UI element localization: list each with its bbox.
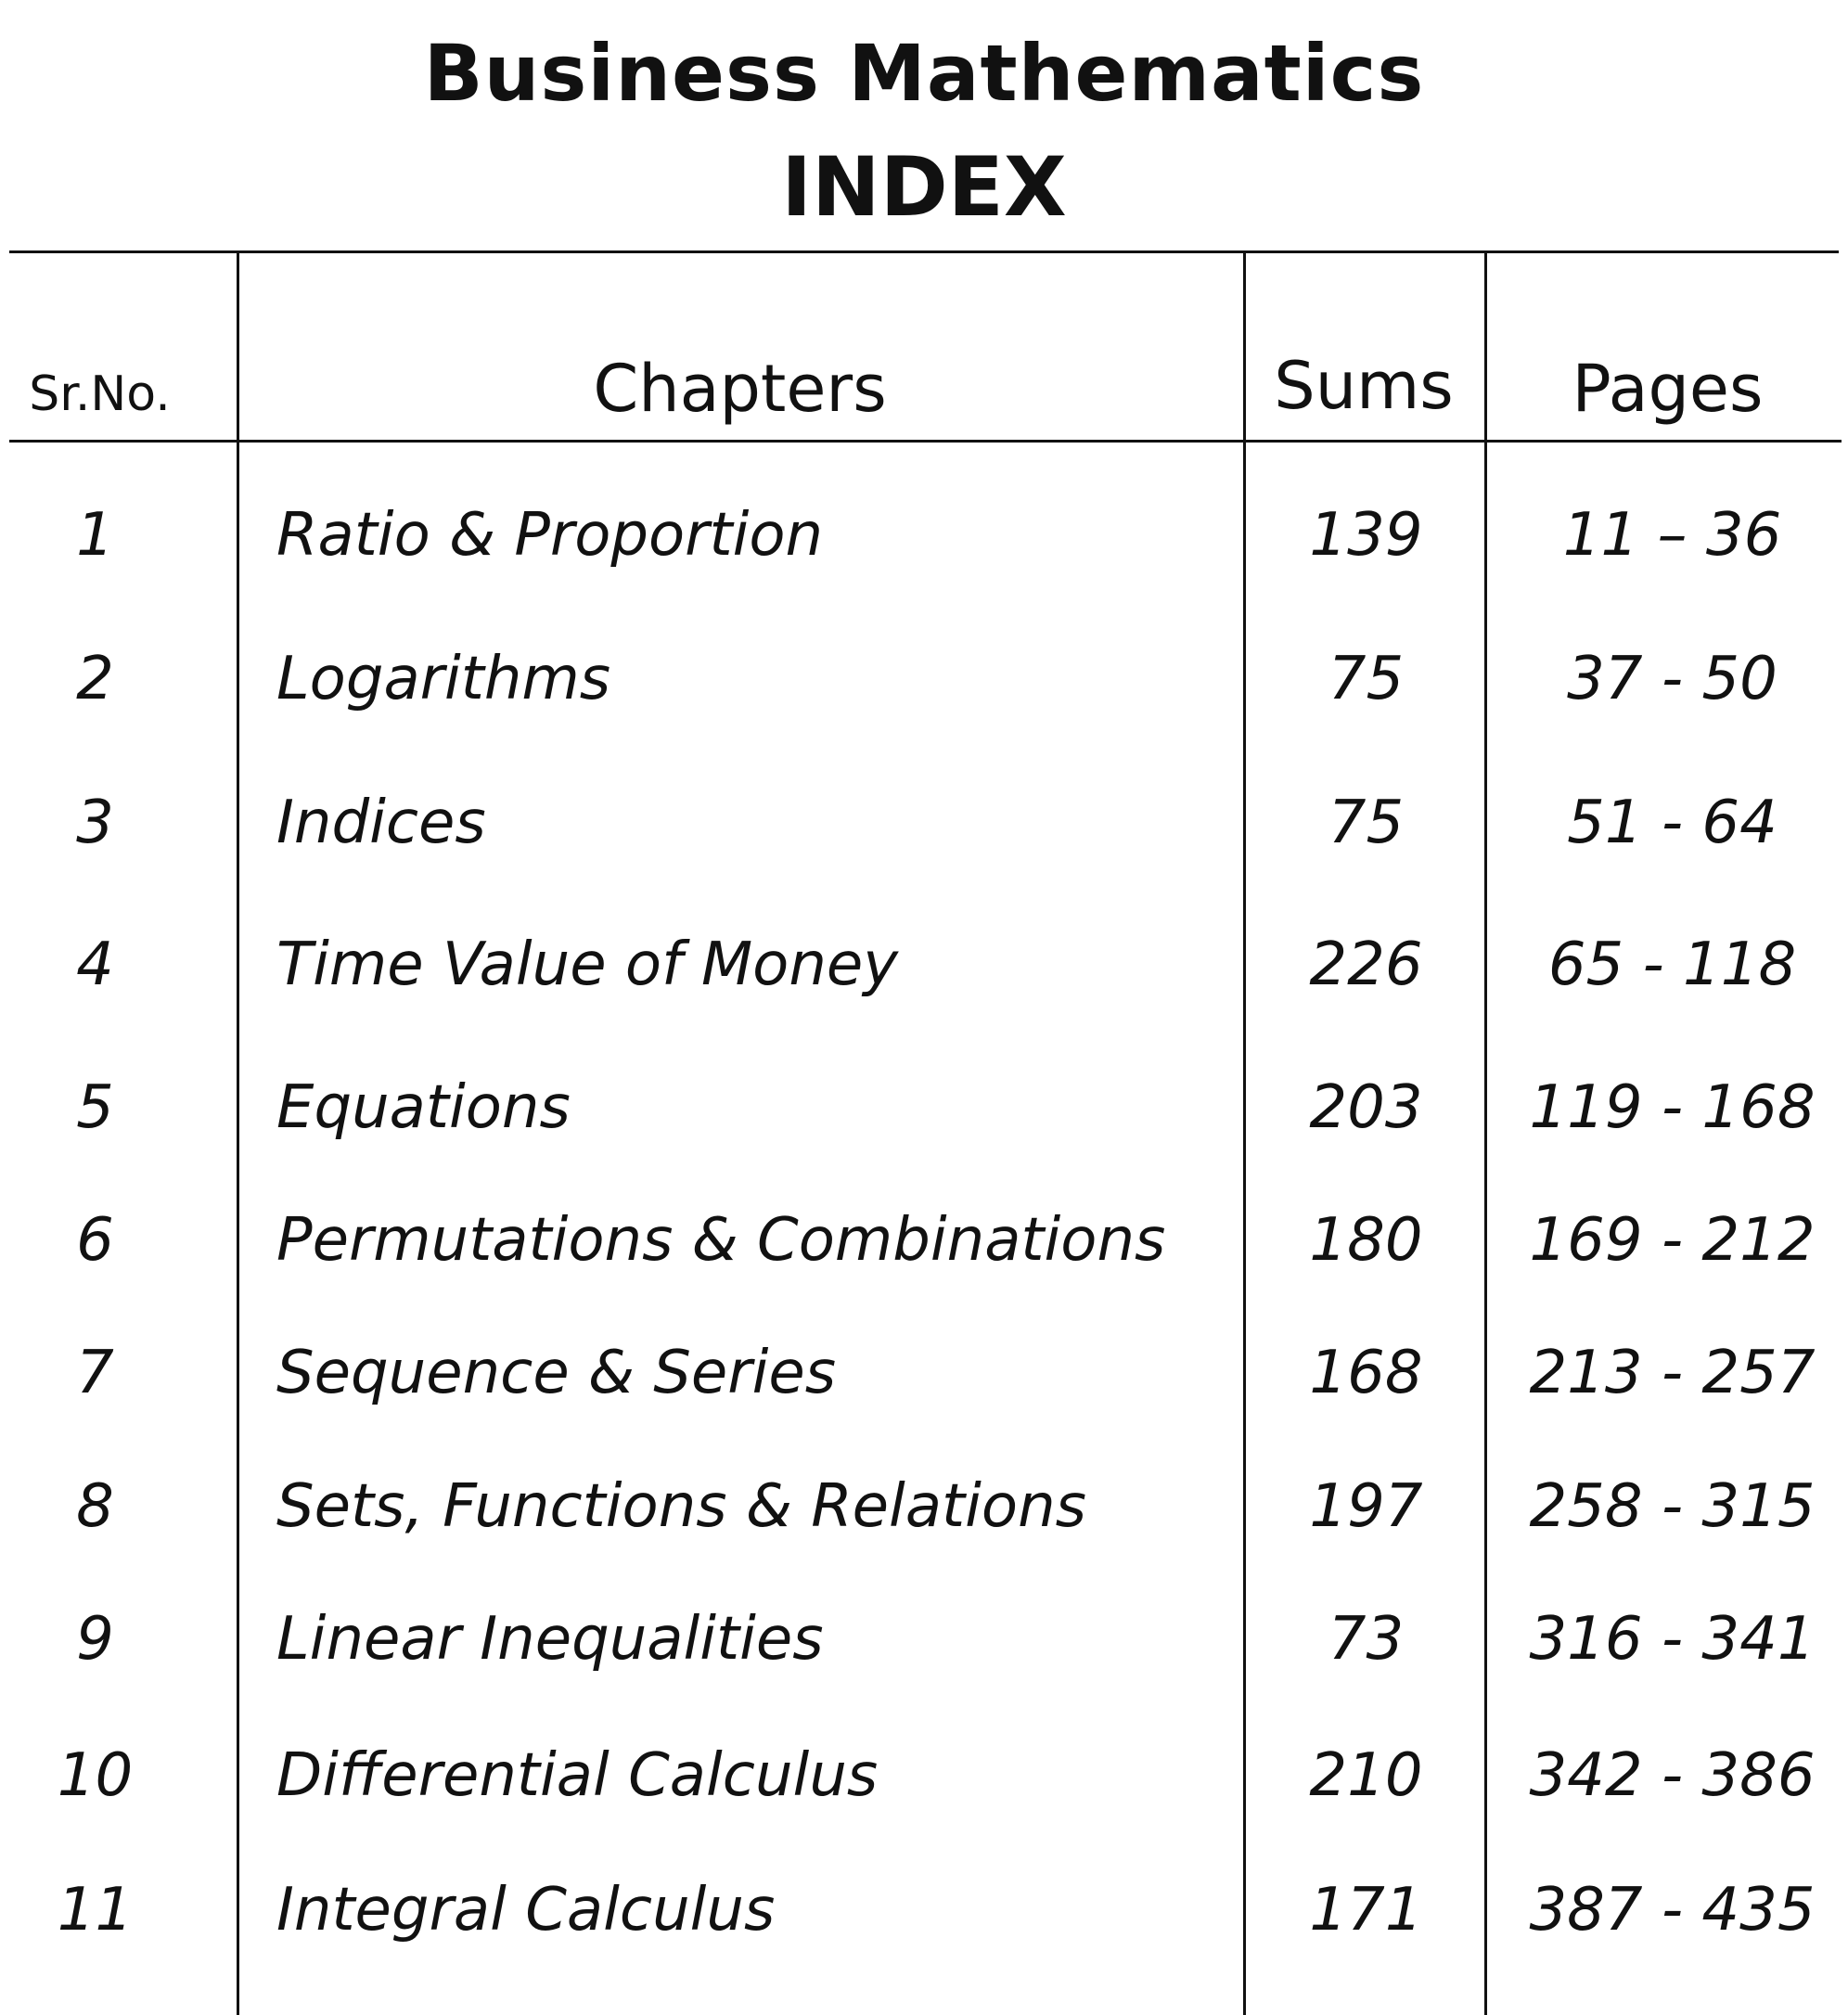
row-chapter: Time Value of Money <box>276 930 899 999</box>
row-sums: 171 <box>1309 1876 1423 1944</box>
table-row <box>0 645 1848 738</box>
row-sums: 75 <box>1328 789 1405 857</box>
row-pages: 11 – 36 <box>1562 501 1782 570</box>
row-pages: 65 - 118 <box>1547 930 1797 999</box>
row-pages: 119 - 168 <box>1529 1073 1816 1142</box>
row-chapter: Indices <box>276 789 486 857</box>
header-bottom-rule <box>9 440 1842 443</box>
row-pages: 169 - 212 <box>1529 1206 1816 1275</box>
table-row <box>0 1741 1848 1834</box>
row-pages: 51 - 64 <box>1567 789 1777 857</box>
row-sr-no: 6 <box>76 1206 114 1275</box>
row-sums: 168 <box>1309 1339 1423 1407</box>
header-pages: Pages <box>1572 351 1764 427</box>
row-chapter: Logarithms <box>276 645 611 713</box>
table-row <box>0 789 1848 881</box>
row-chapter: Linear Inequalities <box>276 1605 824 1674</box>
row-sums: 197 <box>1309 1472 1423 1541</box>
row-sr-no: 3 <box>76 789 114 857</box>
table-row <box>0 1472 1848 1565</box>
row-sr-no: 5 <box>76 1073 114 1142</box>
table-row <box>0 1876 1848 1969</box>
index-heading: INDEX <box>781 139 1067 235</box>
row-sums: 203 <box>1309 1073 1423 1142</box>
table-row <box>0 1206 1848 1299</box>
row-chapter: Sets, Functions & Relations <box>276 1472 1086 1541</box>
row-sums: 210 <box>1309 1741 1423 1810</box>
row-pages: 342 - 386 <box>1529 1741 1816 1810</box>
row-sr-no: 1 <box>76 501 114 570</box>
header-chapters: Chapters <box>593 351 887 427</box>
table-row <box>0 1339 1848 1431</box>
row-sr-no: 11 <box>57 1876 134 1944</box>
table-row <box>0 930 1848 1023</box>
table-row <box>0 501 1848 594</box>
row-sums: 226 <box>1309 930 1423 999</box>
table-top-rule <box>9 250 1839 253</box>
row-sr-no: 7 <box>76 1339 114 1407</box>
header-sums: Sums <box>1274 348 1454 424</box>
row-chapter: Sequence & Series <box>276 1339 837 1407</box>
row-chapter: Integral Calculus <box>276 1876 776 1944</box>
row-sr-no: 8 <box>76 1472 114 1541</box>
row-sr-no: 2 <box>76 645 114 713</box>
row-sums: 139 <box>1309 501 1423 570</box>
row-pages: 213 - 257 <box>1529 1339 1816 1407</box>
row-pages: 258 - 315 <box>1529 1472 1816 1541</box>
table-row <box>0 1605 1848 1698</box>
row-sums: 75 <box>1328 645 1405 713</box>
row-sums: 73 <box>1328 1605 1405 1674</box>
row-pages: 387 - 435 <box>1529 1876 1816 1944</box>
row-pages: 37 - 50 <box>1567 645 1777 713</box>
row-pages: 316 - 341 <box>1529 1605 1816 1674</box>
row-sr-no: 4 <box>76 930 114 999</box>
table-row <box>0 1073 1848 1166</box>
header-sr-no: Sr.No. <box>29 366 171 422</box>
row-sr-no: 10 <box>57 1741 134 1810</box>
row-sr-no: 9 <box>76 1605 114 1674</box>
row-chapter: Permutations & Combinations <box>276 1206 1166 1275</box>
row-chapter: Equations <box>276 1073 571 1142</box>
row-chapter: Ratio & Proportion <box>276 501 824 570</box>
row-chapter: Differential Calculus <box>276 1741 879 1810</box>
row-sums: 180 <box>1309 1206 1423 1275</box>
document-title: Business Mathematics <box>423 28 1425 119</box>
